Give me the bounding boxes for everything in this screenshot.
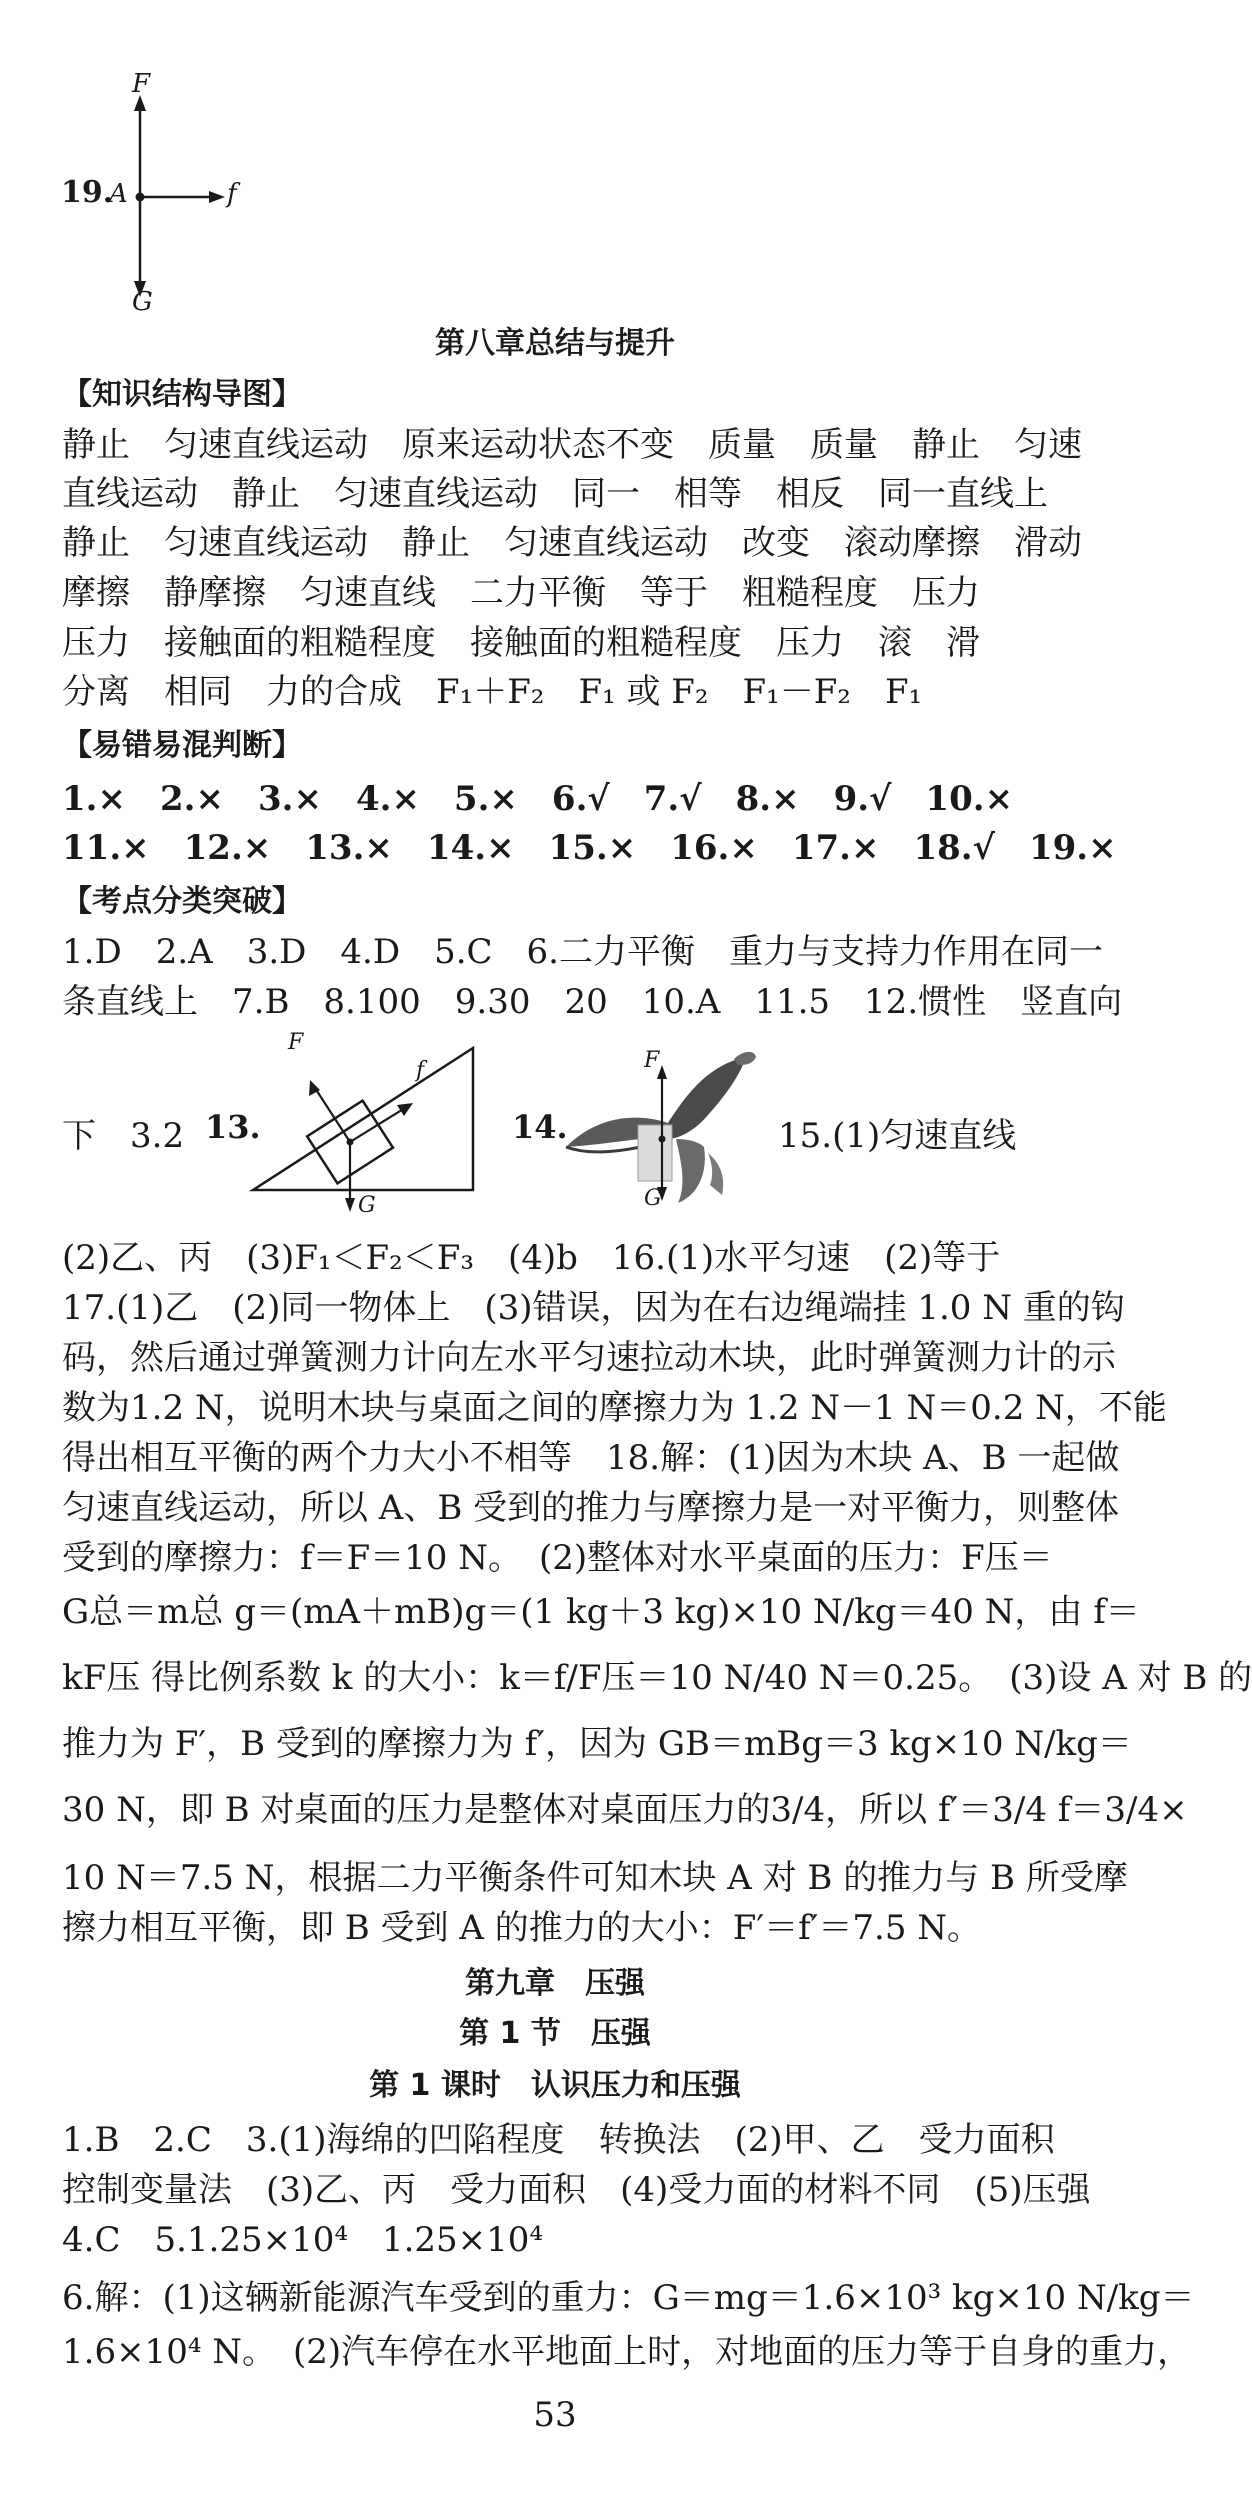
chapter9-line-2: 控制变量法 (3)乙、丙 受力面积 (4)受力面的材料不同 (5)压强: [62, 2170, 1091, 2210]
chapter8-title: 第八章总结与提升: [435, 326, 675, 361]
answer2-line-5: 得出相互平衡的两个力大小不相等 18.解：(1)因为木块 A、B 一起做: [62, 1438, 1120, 1478]
chapter9-line-3: 4.C 5.1.25×10⁴ 1.25×10⁴: [62, 2220, 544, 2260]
answer2-line-9: kF压 得比例系数 k 的大小：k＝f/F压＝10 N/40 N＝0.25。 (3)设 A 对 B 的: [62, 1658, 1252, 1698]
answer2-line-2: 17.(1)乙 (2)同一物体上 (3)错误，因为在右边绳端挂 1.0 N 重的钩: [62, 1288, 1125, 1328]
figure-13-label: 13.: [205, 1108, 261, 1146]
answer-line-1: 1.D 2.A 3.D 4.D 5.C 6.二力平衡 重力与支持力作用在同一: [62, 932, 1103, 972]
figure-row-right-text: 15.(1)匀速直线: [778, 1116, 1017, 1156]
figure-row-left-text: 下 3.2: [62, 1116, 185, 1156]
knowledge-line-3: 静止 匀速直线运动 静止 匀速直线运动 改变 滚动摩擦 滑动: [62, 523, 1082, 563]
q19-label-A: A: [109, 179, 128, 209]
q19-number: 19.: [61, 175, 114, 210]
answer2-line-1: (2)乙、丙 (3)F₁＜F₂＜F₃ (4)b 16.(1)水平匀速 (2)等于: [62, 1238, 1001, 1278]
answer2-line-8: G总＝m总 g＝(mA＋mB)g＝(1 kg＋3 kg)×10 N/kg＝40 N，由 f＝: [62, 1592, 1140, 1632]
answer2-line-6: 匀速直线运动，所以 A、B 受到的推力与摩擦力是一对平衡力，则整体: [62, 1488, 1120, 1528]
bird-label-F: F: [644, 1048, 660, 1073]
judge-heading: 【易错易混判断】: [62, 728, 302, 763]
judge-line-1: 1.× 2.× 3.× 4.× 5.× 6.√ 7.√ 8.× 9.√ 10.×: [62, 779, 1014, 819]
knowledge-map-heading: 【知识结构导图】: [62, 377, 302, 412]
knowledge-line-5: 压力 接触面的粗糙程度 接触面的粗糙程度 压力 滚 滑: [62, 623, 980, 663]
answer2-line-10: 推力为 F′，B 受到的摩擦力为 f′，因为 GB＝mBg＝3 kg×10 N/kg＝: [62, 1724, 1132, 1764]
chapter9-line-4: 6.解：(1)这辆新能源汽车受到的重力：G＝mg＝1.6×10³ kg×10 N/kg＝: [62, 2278, 1195, 2318]
incline-label-G: G: [358, 1193, 376, 1218]
q19-force-arrows: [55, 75, 255, 315]
chapter9-section-title: 第 1 节 压强: [459, 2016, 651, 2051]
incline-label-f: f: [416, 1058, 425, 1083]
answer2-line-4: 数为1.2 N，说明木块与桌面之间的摩擦力为 1.2 N－1 N＝0.2 N，不能: [62, 1388, 1167, 1428]
chapter9-line-1: 1.B 2.C 3.(1)海绵的凹陷程度 转换法 (2)甲、乙 受力面积: [62, 2120, 1055, 2160]
answer-line-2: 条直线上 7.B 8.100 9.30 20 10.A 11.5 12.惯性 竖直向: [62, 982, 1123, 1022]
knowledge-line-2: 直线运动 静止 匀速直线运动 同一 相等 相反 同一直线上: [62, 474, 1048, 514]
answer2-line-12: 10 N＝7.5 N，根据二力平衡条件可知木块 A 对 B 的推力与 B 所受摩: [62, 1858, 1128, 1898]
incline-diagram: [245, 1030, 485, 1210]
knowledge-line-1: 静止 匀速直线运动 原来运动状态不变 质量 质量 静止 匀速: [62, 425, 1082, 465]
knowledge-line-6: 分离 相同 力的合成 F₁＋F₂ F₁ 或 F₂ F₁－F₂ F₁: [62, 672, 923, 712]
answer2-line-11: 30 N，即 B 对桌面的压力是整体对桌面压力的3/4，所以 f′＝3/4 f＝3/4×: [62, 1790, 1188, 1830]
chapter9-line-5: 1.6×10⁴ N。 (2)汽车停在水平地面上时，对地面的压力等于自身的重力，: [62, 2332, 1192, 2372]
q19-label-f: f: [227, 179, 237, 209]
breakthrough-heading: 【考点分类突破】: [62, 884, 302, 919]
chapter9-lesson-title: 第 1 课时 认识压力和压强: [369, 2068, 741, 2103]
chapter9-title: 第九章 压强: [465, 1966, 645, 2001]
figure-14-label: 14.: [512, 1108, 568, 1146]
q19-label-G: G: [132, 287, 153, 317]
knowledge-line-4: 摩擦 静摩擦 匀速直线 二力平衡 等于 粗糙程度 压力: [62, 573, 980, 613]
judge-line-2: 11.× 12.× 13.× 14.× 15.× 16.× 17.× 18.√ 19.×: [62, 828, 1117, 868]
q19-diagram: [55, 69, 255, 317]
answer2-line-7: 受到的摩擦力：f＝F＝10 N。 (2)整体对水平桌面的压力：F压＝: [62, 1538, 1053, 1578]
answer2-line-13: 擦力相互平衡，即 B 受到 A 的推力的大小：F′＝f′＝7.5 N。: [62, 1908, 982, 1948]
answer2-line-3: 码，然后通过弹簧测力计向左水平匀速拉动木块，此时弹簧测力计的示: [62, 1338, 1116, 1378]
bird-label-G: G: [644, 1186, 662, 1211]
q19-label-F: F: [132, 69, 151, 99]
incline-triangle: [253, 1048, 473, 1190]
incline-label-F: F: [288, 1030, 304, 1055]
page-number: 53: [533, 2395, 577, 2435]
